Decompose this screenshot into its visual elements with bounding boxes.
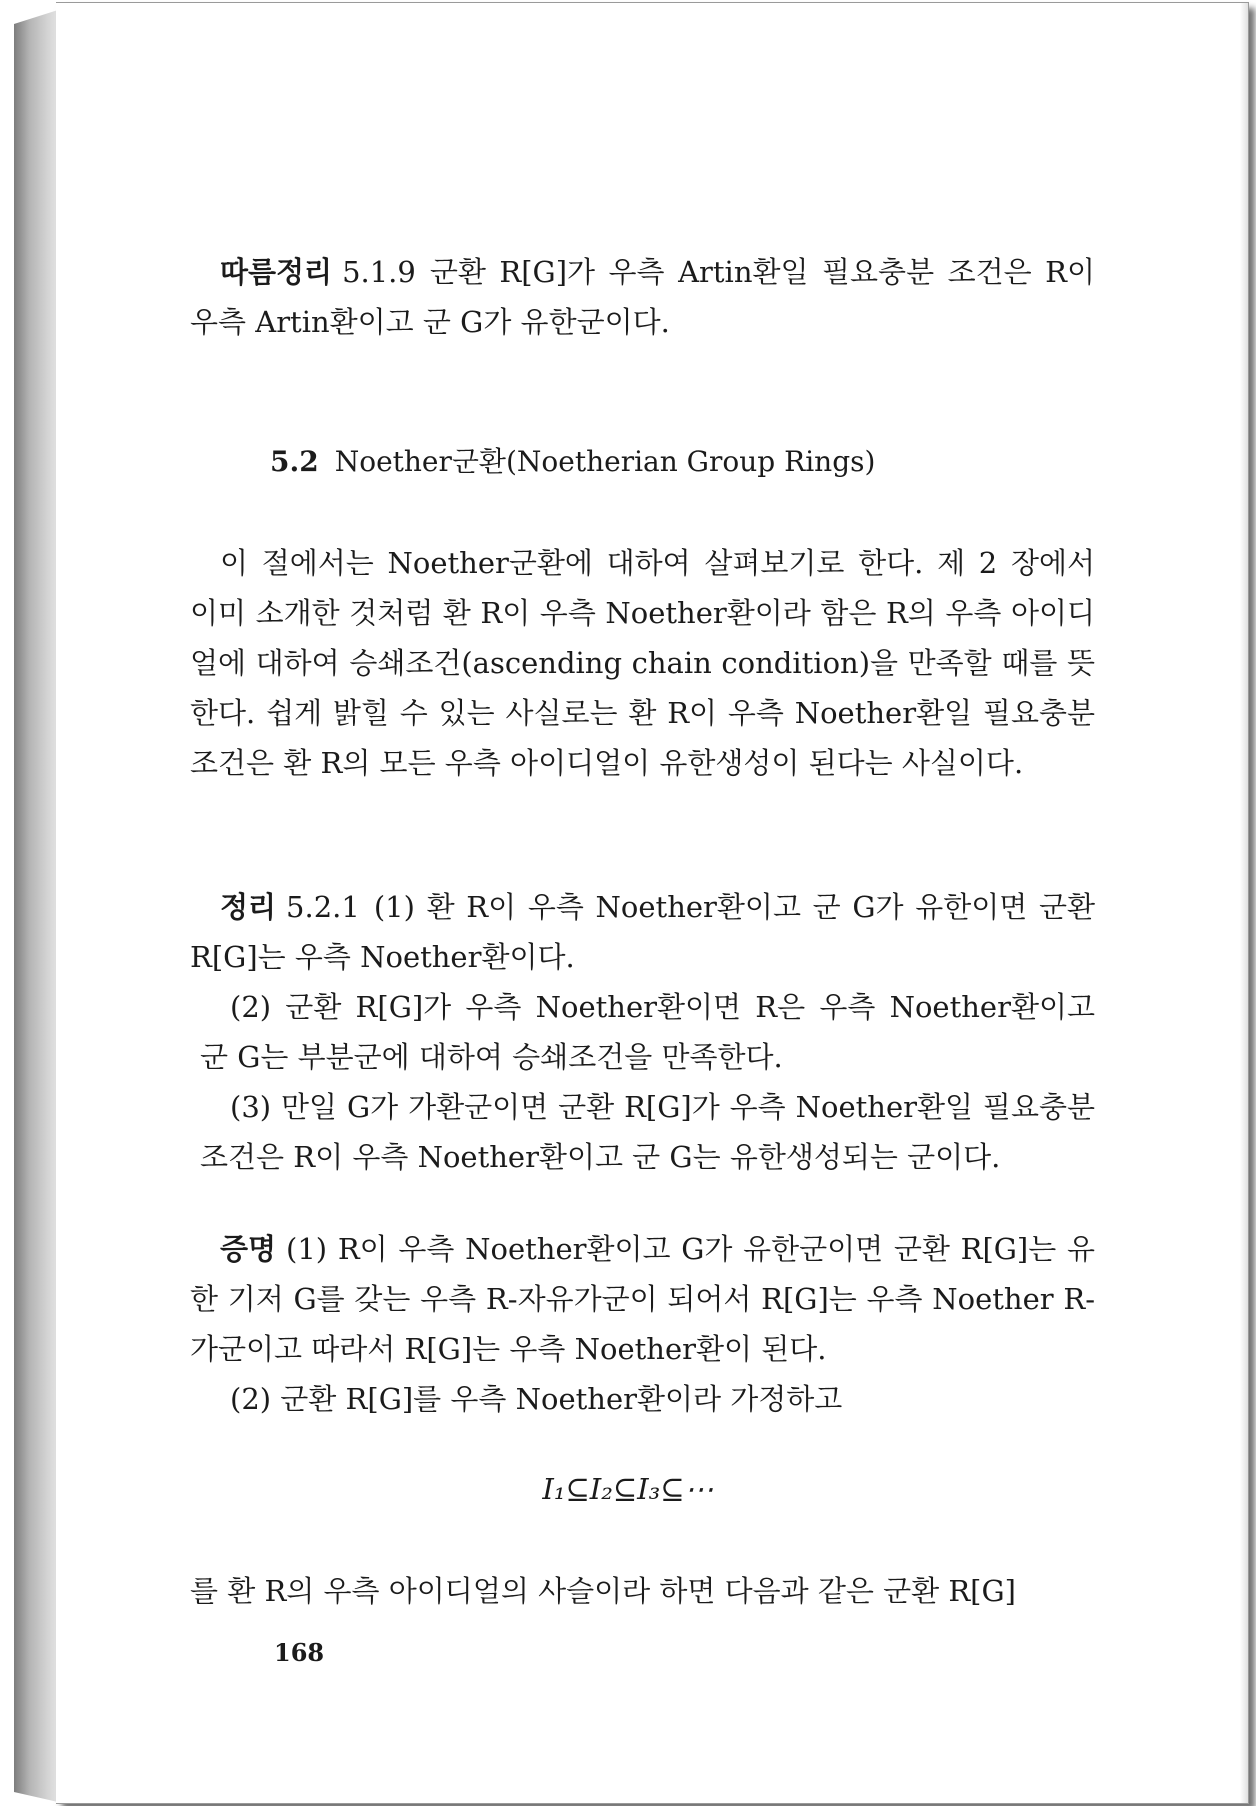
corollary-block [190,247,1095,347]
section-number: 5.2 [270,445,319,478]
proof-block [190,1224,1095,1424]
book-spine [14,10,58,1802]
theorem-part-1: (1) 환 R이 우측 Noether환이고 군 G가 유한이면 군환 R[G]는 우측 Noether환이다. [190,890,1095,974]
proof-part-1: (1) R이 우측 Noether환이고 G가 유한군이면 군환 R[G]는 유한 기저 G를 갖는 우측 R-자유가군이 되어서 R[G]는 우측 Noether R-가군이고 따라서 R[G]는 우측 Noether환이 된다. [190,1232,1095,1366]
theorem-part-3: (3) 만일 G가 가환군이면 군환 R[G]가 우측 Noether환일 필요충분 조건은 R이 우측 Noether환이고 군 G는 유한생성되는 군이다. [200,1090,1095,1174]
corollary-number: 5.1.9 [342,255,416,289]
proof-part-2: (2) 군환 R[G]를 우측 Noether환이라 가정하고 [230,1382,843,1416]
continuation-paragraph [190,1566,1095,1616]
intro-text: 이 절에서는 Noether군환에 대하여 살펴보기로 한다. 제 2 장에서 이미 소개한 것처럼 환 R이 우측 Noether환이라 함은 R의 우측 아이디얼에 대하여 승쇄조건(ascending chain condition)을 만족할 때를 뜻한다. 쉽게 밝힐 수 있는 사실로는 환 R이 우측 Noether환일 필요충분 조건은 환 R의 모든 우측 아이디얼이 유한생성이 된다는 사실이다. [190,546,1095,780]
corollary-label: 따름정리 [220,255,333,289]
section-title: Noether군환(Noetherian Group Rings) [334,445,876,478]
page-number: 168 [274,1638,325,1667]
intro-paragraph [190,538,1095,788]
continuation-text: 를 환 R의 우측 아이디얼의 사슬이라 하면 다음과 같은 군환 R[G] [190,1574,1016,1608]
theorem-part-2: (2) 군환 R[G]가 우측 Noether환이면 R은 우측 Noether환이고 군 G는 부분군에 대하여 승쇄조건을 만족한다. [200,990,1095,1074]
section-heading [270,442,875,482]
theorem-number: 5.2.1 [286,890,360,924]
chain-formula: I₁⊆I₂⊆I₃⊆⋯ [542,1472,714,1506]
page-edge-shadow [1240,3,1248,1803]
theorem-label: 정리 [220,890,277,924]
corollary-text: 군환 R[G]가 우측 Artin환일 필요충분 조건은 R이 우측 Artin환이고 군 G가 유한군이다. [190,255,1095,339]
proof-label: 증명 [220,1232,277,1266]
theorem-block [190,882,1095,1182]
